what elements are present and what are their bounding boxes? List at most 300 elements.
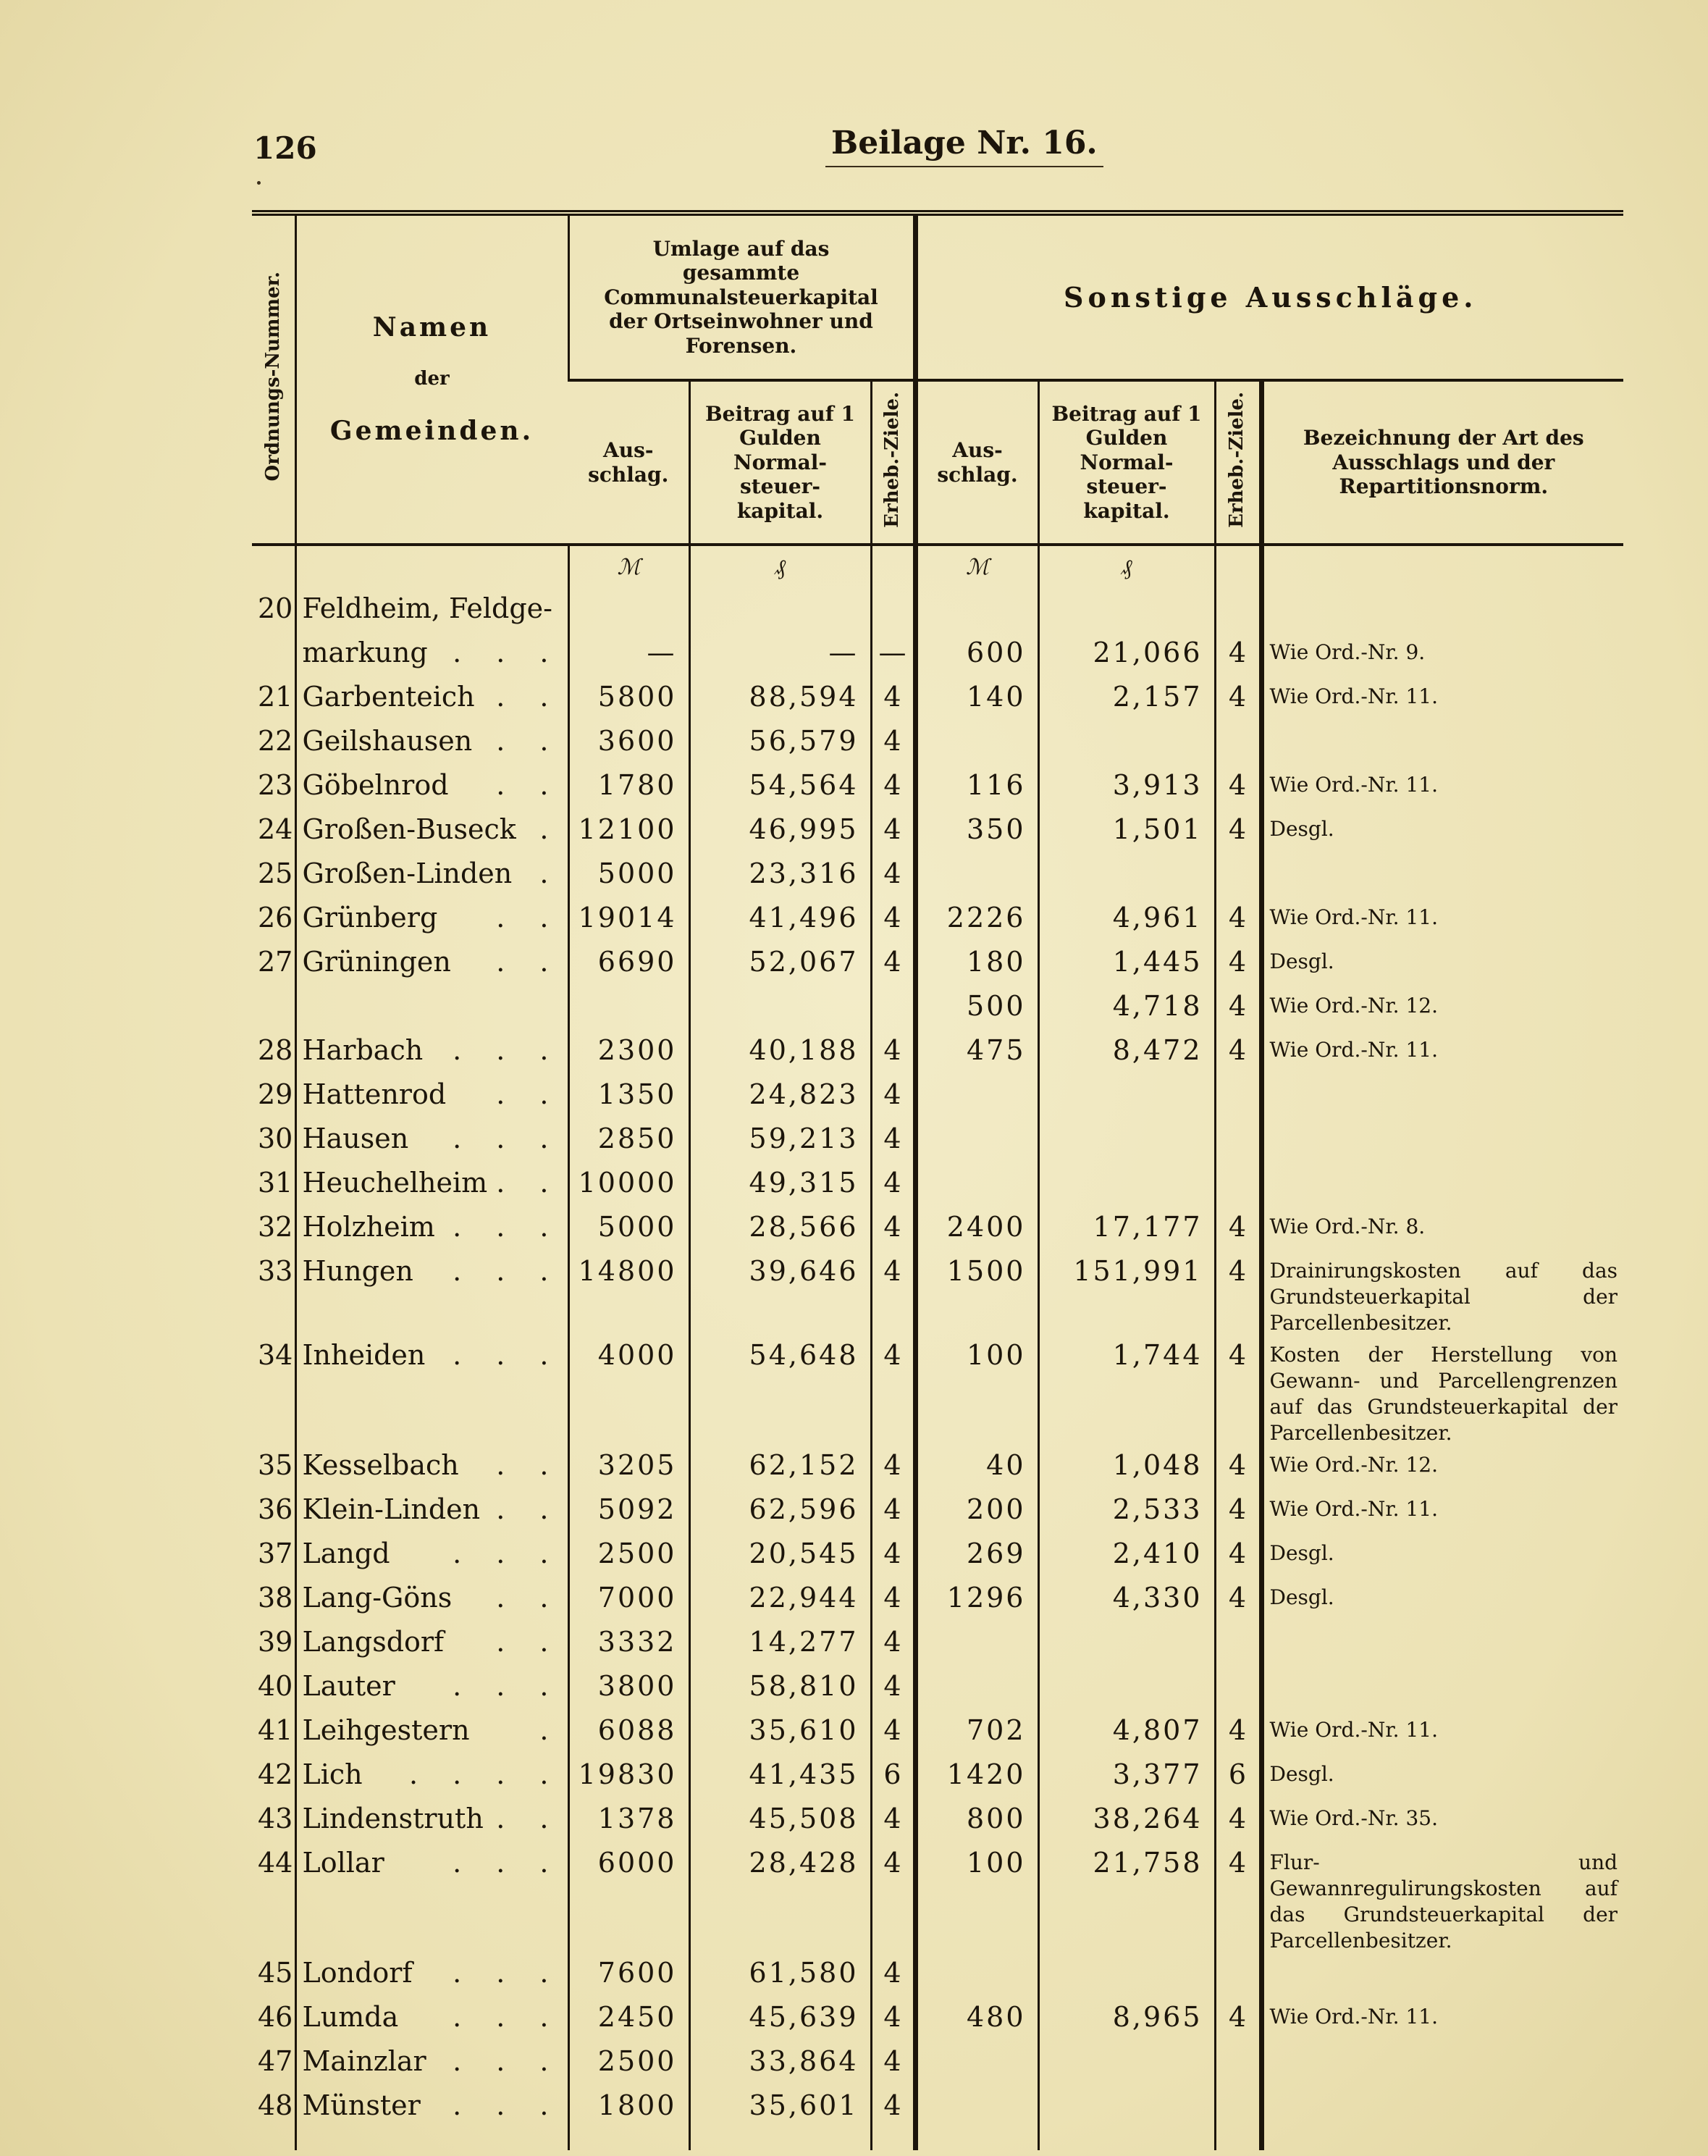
- ausschlag-2: 2226: [915, 899, 1038, 943]
- row-number: 23: [258, 769, 293, 801]
- bezeichnung: [1261, 1120, 1623, 1164]
- ausschlag-2: [915, 1164, 1038, 1208]
- bezeichnung: Wie Ord.-Nr. 8.: [1261, 1208, 1623, 1252]
- beitrag-2: 3,913: [1038, 766, 1215, 810]
- bezeichnung: Wie Ord.-Nr. 11.: [1261, 766, 1623, 810]
- ausschlag-1: 7600: [568, 1954, 689, 1998]
- ausschlag-2: 100: [915, 1844, 1038, 1954]
- leader-dots: . . .: [453, 1538, 562, 1569]
- table-row: [252, 810, 1623, 855]
- leader-dots: . . .: [453, 1957, 562, 1989]
- table-row: [252, 1954, 1623, 1998]
- row-number: [252, 987, 295, 1031]
- municipality-name: [295, 1954, 568, 1998]
- beitrag-1: 54,648: [689, 1336, 871, 1446]
- allocation-table: [252, 210, 1623, 2150]
- unit-mark: ℳ: [915, 545, 1038, 590]
- beitrag-1: 24,823: [689, 1075, 871, 1120]
- municipality-name: [295, 1844, 568, 1954]
- name-text: Hungen: [302, 1255, 413, 1287]
- ausschlag-2: [915, 1954, 1038, 1998]
- ausschlag-1: 10000: [568, 1164, 689, 1208]
- ausschlag-2: 702: [915, 1711, 1038, 1756]
- ausschlag-1: 1350: [568, 1075, 689, 1120]
- table-row: [252, 678, 1623, 722]
- row-number: 46: [258, 2001, 293, 2033]
- name-text: Grüningen: [302, 946, 451, 978]
- bezeichnung: Kosten der Herstellung von Gewann- und Parcellengrenzen auf das Grundsteuerkapital der Parcellenbesitzer.: [1261, 1336, 1623, 1446]
- bezeichnung: [1261, 1954, 1623, 1998]
- table-row: [252, 2042, 1623, 2086]
- name-text: Lich: [302, 1758, 363, 1790]
- ausschlag-1: 5092: [568, 1490, 689, 1535]
- ausschlag-2: 40: [915, 1446, 1038, 1490]
- ausschlag-1: 2500: [568, 2042, 689, 2086]
- ziele-1: 4: [871, 766, 915, 810]
- unit-pf: ₰: [1038, 545, 1215, 590]
- name-text: Großen-Linden: [302, 857, 513, 889]
- name-text: Hattenrod: [302, 1078, 447, 1110]
- name-text: Grünberg: [302, 902, 438, 934]
- ausschlag-1: 1800: [568, 2086, 689, 2150]
- ziele-1: 4: [871, 1031, 915, 1075]
- ink-dot: [257, 181, 261, 185]
- municipality-name: [295, 1252, 568, 1336]
- beitrag-1: 58,810: [689, 1667, 871, 1711]
- ausschlag-2: 1296: [915, 1579, 1038, 1623]
- ausschlag-1: 1378: [568, 1800, 689, 1844]
- ziele-1: 6: [871, 1756, 915, 1800]
- leader-dots: . . .: [453, 2045, 562, 2077]
- ausschlag-1: 2850: [568, 1120, 689, 1164]
- ausschlag-1: 3600: [568, 722, 689, 766]
- ziele-1: 4: [871, 722, 915, 766]
- name-text: Langsdorf: [302, 1626, 445, 1658]
- ziele-1: —: [871, 634, 915, 678]
- units-row: [252, 545, 1623, 590]
- bezeichnung: Desgl.: [1261, 1756, 1623, 1800]
- leader-dots: . .: [496, 1626, 562, 1658]
- leader-dots: .: [539, 1714, 562, 1746]
- ziele-1: 4: [871, 810, 915, 855]
- beitrag-2: 1,501: [1038, 810, 1215, 855]
- bezeichnung: Flur- und Gewannregulirungskosten auf das Grundsteuerkapital der Parcellenbesitzer.: [1261, 1844, 1623, 1954]
- ausschlag-1: —: [568, 634, 689, 678]
- beitrag-1: 40,188: [689, 1031, 871, 1075]
- ziele-1: 4: [871, 2042, 915, 2086]
- leader-dots: . . .: [453, 1211, 562, 1243]
- name-text: Heuchelheim: [302, 1167, 488, 1199]
- table-row: [252, 1667, 1623, 1711]
- ausschlag-1: 6690: [568, 943, 689, 987]
- name-text: Lindenstruth: [302, 1803, 484, 1834]
- name-text: Kesselbach: [302, 1449, 459, 1481]
- row-number: 45: [258, 1957, 293, 1989]
- bezeichnung: Wie Ord.-Nr. 35.: [1261, 1800, 1623, 1844]
- ausschlag-2: [915, 1667, 1038, 1711]
- ziele-2: 4: [1215, 1800, 1261, 1844]
- ausschlag-2: 1500: [915, 1252, 1038, 1336]
- table-row: [252, 1208, 1623, 1252]
- municipality-name: [295, 899, 568, 943]
- ziele-2: 4: [1215, 1336, 1261, 1446]
- ziele-2: 4: [1215, 1535, 1261, 1579]
- beitrag-2: [1038, 1164, 1215, 1208]
- ziele-2: [1215, 2086, 1261, 2150]
- ziele-1: 4: [871, 678, 915, 722]
- unit-mark: ℳ: [568, 545, 689, 590]
- ziele-2: 4: [1215, 678, 1261, 722]
- table-row: [252, 1490, 1623, 1535]
- municipality-name: [295, 1446, 568, 1490]
- table-row: [252, 987, 1623, 1031]
- municipality-name: [295, 2086, 568, 2150]
- beitrag-2: [1038, 1120, 1215, 1164]
- page-number: 126: [253, 130, 317, 166]
- leader-dots: . . .: [453, 2089, 562, 2121]
- row-number: 37: [258, 1538, 293, 1569]
- row-number: 21: [258, 681, 293, 713]
- bezeichnung: Wie Ord.-Nr. 11.: [1261, 1490, 1623, 1535]
- header-umlage: Umlage auf das gesammte Communalsteuerkapital der Ortseinwohner und Forensen.: [568, 213, 915, 380]
- ziele-1: 4: [871, 1579, 915, 1623]
- ausschlag-2: 480: [915, 1998, 1038, 2042]
- ausschlag-1: 19830: [568, 1756, 689, 1800]
- ziele-2: [1215, 1954, 1261, 1998]
- bezeichnung: [1261, 855, 1623, 899]
- bezeichnung: [1261, 1623, 1623, 1667]
- table-row: [252, 1252, 1623, 1336]
- name-text: Harbach: [302, 1034, 424, 1066]
- leader-dots: . .: [496, 1493, 562, 1525]
- leader-dots: . . .: [453, 637, 562, 668]
- ziele-2: 4: [1215, 987, 1261, 1031]
- row-number: 35: [258, 1449, 293, 1481]
- ziele-1: 4: [871, 855, 915, 899]
- row-number: 44: [258, 1847, 293, 1879]
- beitrag-2: 8,965: [1038, 1998, 1215, 2042]
- ziele-2: 4: [1215, 1998, 1261, 2042]
- ausschlag-1: 2450: [568, 1998, 689, 2042]
- municipality-name: [295, 943, 568, 987]
- leader-dots: . .: [496, 725, 562, 757]
- beitrag-2: [1038, 722, 1215, 766]
- ausschlag-2: 800: [915, 1800, 1038, 1844]
- municipality-name: [295, 678, 568, 722]
- leader-dots: . .: [496, 1078, 562, 1110]
- header-ziele-1: Erheb.-Ziele.: [871, 380, 915, 545]
- table-row: [252, 766, 1623, 810]
- municipality-name: [295, 1800, 568, 1844]
- ausschlag-2: 2400: [915, 1208, 1038, 1252]
- ausschlag-1: [568, 590, 689, 634]
- row-number: 41: [258, 1714, 293, 1746]
- municipality-name: [295, 855, 568, 899]
- ausschlag-1: 5800: [568, 678, 689, 722]
- leader-dots: . . .: [453, 1123, 562, 1154]
- ziele-2: 4: [1215, 1446, 1261, 1490]
- name-text: Holzheim: [302, 1211, 435, 1243]
- municipality-name: [295, 1031, 568, 1075]
- ziele-1: 4: [871, 1446, 915, 1490]
- municipality-name: [295, 2042, 568, 2086]
- beitrag-2: [1038, 1623, 1215, 1667]
- ziele-1: 4: [871, 1208, 915, 1252]
- beitrag-1: 35,601: [689, 2086, 871, 2150]
- ziele-2: [1215, 855, 1261, 899]
- ziele-2: 4: [1215, 943, 1261, 987]
- ausschlag-2: 200: [915, 1490, 1038, 1535]
- municipality-name: [295, 1623, 568, 1667]
- municipality-name: [295, 987, 568, 1031]
- beitrag-1: 49,315: [689, 1164, 871, 1208]
- name-text: Hausen: [302, 1123, 409, 1154]
- beitrag-2: 8,472: [1038, 1031, 1215, 1075]
- leader-dots: . .: [496, 946, 562, 978]
- beitrag-2: 21,066: [1038, 634, 1215, 678]
- row-number: 29: [258, 1078, 293, 1110]
- ausschlag-1: 2300: [568, 1031, 689, 1075]
- ausschlag-1: 19014: [568, 899, 689, 943]
- bezeichnung: Wie Ord.-Nr. 9.: [1261, 634, 1623, 678]
- ziele-1: 4: [871, 943, 915, 987]
- running-title: Beilage Nr. 16.: [825, 125, 1103, 167]
- ziele-1: 4: [871, 1800, 915, 1844]
- leader-dots: . .: [496, 1449, 562, 1481]
- beitrag-2: [1038, 2086, 1215, 2150]
- ausschlag-1: 4000: [568, 1336, 689, 1446]
- ziele-2: 4: [1215, 1208, 1261, 1252]
- beitrag-1: 45,639: [689, 1998, 871, 2042]
- name-text: Lumda: [302, 2001, 399, 2033]
- ziele-2: 4: [1215, 810, 1261, 855]
- header-ord-nr: Ordnungs-Nummer.: [252, 213, 295, 545]
- leader-dots: . . . .: [408, 1758, 562, 1790]
- municipality-name: [295, 1075, 568, 1120]
- name-text: Feldheim, Feldge-: [302, 592, 552, 624]
- ausschlag-2: 600: [915, 634, 1038, 678]
- municipality-name: [295, 1579, 568, 1623]
- table-row: [252, 1164, 1623, 1208]
- ausschlag-2: 475: [915, 1031, 1038, 1075]
- bezeichnung: Desgl.: [1261, 1535, 1623, 1579]
- ziele-1: 4: [871, 1252, 915, 1336]
- beitrag-1: —: [689, 634, 871, 678]
- ziele-2: [1215, 1667, 1261, 1711]
- leader-dots: . . .: [453, 1255, 562, 1287]
- bezeichnung: Wie Ord.-Nr. 12.: [1261, 987, 1623, 1031]
- name-text: Lauter: [302, 1670, 395, 1702]
- beitrag-2: 2,157: [1038, 678, 1215, 722]
- ziele-1: 4: [871, 1667, 915, 1711]
- ausschlag-1: 3332: [568, 1623, 689, 1667]
- beitrag-1: 54,564: [689, 766, 871, 810]
- municipality-name: [295, 1667, 568, 1711]
- table-row: [252, 943, 1623, 987]
- leader-dots: .: [539, 857, 562, 889]
- ziele-2: 4: [1215, 634, 1261, 678]
- beitrag-2: 1,445: [1038, 943, 1215, 987]
- bezeichnung: Wie Ord.-Nr. 11.: [1261, 678, 1623, 722]
- beitrag-2: 3,377: [1038, 1756, 1215, 1800]
- ausschlag-2: 350: [915, 810, 1038, 855]
- table-row: [252, 1579, 1623, 1623]
- table-row: [252, 634, 1623, 678]
- row-number: 26: [258, 902, 293, 934]
- ziele-1: 4: [871, 1490, 915, 1535]
- table-row: [252, 1120, 1623, 1164]
- header-bezeichnung: Bezeichnung der Art des Ausschlags und der Repartitionsnorm.: [1261, 380, 1623, 545]
- ziele-2: [1215, 722, 1261, 766]
- ausschlag-2: 140: [915, 678, 1038, 722]
- row-number: 33: [258, 1255, 293, 1287]
- row-number: 22: [258, 725, 293, 757]
- row-number: 32: [258, 1211, 293, 1243]
- ausschlag-1: 1780: [568, 766, 689, 810]
- row-number: 30: [258, 1123, 293, 1154]
- bezeichnung: Drainirungskosten auf das Grundsteuerkapital der Parcellenbesitzer.: [1261, 1252, 1623, 1336]
- ziele-2: [1215, 590, 1261, 634]
- ziele-2: [1215, 2042, 1261, 2086]
- beitrag-2: [1038, 1667, 1215, 1711]
- row-number: 38: [258, 1582, 293, 1614]
- ausschlag-1: 7000: [568, 1579, 689, 1623]
- beitrag-2: 4,330: [1038, 1579, 1215, 1623]
- row-number: 27: [258, 946, 293, 978]
- beitrag-1: [689, 987, 871, 1031]
- row-number: 43: [258, 1803, 293, 1834]
- leader-dots: . .: [496, 1803, 562, 1834]
- table-row: [252, 1075, 1623, 1120]
- ziele-1: 4: [871, 1535, 915, 1579]
- beitrag-1: [689, 590, 871, 634]
- municipality-name: [295, 590, 568, 634]
- ziele-1: 4: [871, 1164, 915, 1208]
- ausschlag-2: 116: [915, 766, 1038, 810]
- ausschlag-2: [915, 1075, 1038, 1120]
- beitrag-1: 14,277: [689, 1623, 871, 1667]
- ausschlag-2: 500: [915, 987, 1038, 1031]
- municipality-name: [295, 1208, 568, 1252]
- table-row: [252, 2086, 1623, 2150]
- bezeichnung: Wie Ord.-Nr. 12.: [1261, 1446, 1623, 1490]
- ziele-1: 4: [871, 2086, 915, 2150]
- beitrag-1: 62,152: [689, 1446, 871, 1490]
- municipality-name: [295, 722, 568, 766]
- ausschlag-1: 5000: [568, 1208, 689, 1252]
- leader-dots: . . .: [453, 1034, 562, 1066]
- table-row: [252, 722, 1623, 766]
- municipality-name: [295, 1164, 568, 1208]
- ausschlag-2: 180: [915, 943, 1038, 987]
- name-text: Münster: [302, 2089, 421, 2121]
- municipality-name: [295, 766, 568, 810]
- name-text: Göbelnrod: [302, 769, 449, 801]
- beitrag-1: 59,213: [689, 1120, 871, 1164]
- beitrag-1: 46,995: [689, 810, 871, 855]
- municipality-name: [295, 1535, 568, 1579]
- table-row: [252, 1844, 1623, 1954]
- table-row: [252, 1031, 1623, 1075]
- ziele-2: 4: [1215, 899, 1261, 943]
- table-row: [252, 1535, 1623, 1579]
- header-ausschlag-1: Aus- schlag.: [568, 380, 689, 545]
- ziele-2: 4: [1215, 1490, 1261, 1535]
- ziele-1: 4: [871, 1336, 915, 1446]
- bezeichnung: Wie Ord.-Nr. 11.: [1261, 1711, 1623, 1756]
- beitrag-2: 17,177: [1038, 1208, 1215, 1252]
- ziele-2: 4: [1215, 1844, 1261, 1954]
- row-number: 31: [258, 1167, 293, 1199]
- bezeichnung: [1261, 1075, 1623, 1120]
- beitrag-2: 1,744: [1038, 1336, 1215, 1446]
- ausschlag-2: [915, 2086, 1038, 2150]
- beitrag-1: 45,508: [689, 1800, 871, 1844]
- municipality-name: [295, 634, 568, 678]
- ziele-2: [1215, 1164, 1261, 1208]
- name-text: Lollar: [302, 1847, 384, 1879]
- table-row: [252, 1336, 1623, 1446]
- municipality-name: [295, 1120, 568, 1164]
- beitrag-2: 4,807: [1038, 1711, 1215, 1756]
- ziele-1: 4: [871, 1998, 915, 2042]
- ausschlag-1: 3205: [568, 1446, 689, 1490]
- beitrag-1: 62,596: [689, 1490, 871, 1535]
- header-ziele-2: Erheb.-Ziele.: [1215, 380, 1261, 545]
- leader-dots: . . .: [453, 1339, 562, 1371]
- bezeichnung: [1261, 2086, 1623, 2150]
- row-number: [252, 634, 295, 678]
- beitrag-2: [1038, 855, 1215, 899]
- table-row: [252, 590, 1623, 634]
- beitrag-1: 52,067: [689, 943, 871, 987]
- name-text: Garbenteich: [302, 681, 475, 713]
- row-number: 34: [258, 1339, 293, 1371]
- table-row: [252, 1623, 1623, 1667]
- municipality-name: [295, 1756, 568, 1800]
- table-row: [252, 899, 1623, 943]
- row-number: 40: [258, 1670, 293, 1702]
- table-row: [252, 855, 1623, 899]
- ausschlag-2: 1420: [915, 1756, 1038, 1800]
- ziele-2: [1215, 1623, 1261, 1667]
- municipality-name: [295, 1998, 568, 2042]
- leader-dots: . .: [496, 681, 562, 713]
- municipality-name: [295, 1336, 568, 1446]
- ziele-1: 4: [871, 1844, 915, 1954]
- bezeichnung: [1261, 2042, 1623, 2086]
- ausschlag-1: 3800: [568, 1667, 689, 1711]
- ausschlag-1: [568, 987, 689, 1031]
- header-ausschlag-2: Aus- schlag.: [915, 380, 1038, 545]
- row-number: 24: [258, 813, 293, 845]
- beitrag-1: 41,496: [689, 899, 871, 943]
- ausschlag-2: [915, 1623, 1038, 1667]
- ausschlag-1: 6000: [568, 1844, 689, 1954]
- beitrag-1: 23,316: [689, 855, 871, 899]
- ziele-2: 4: [1215, 766, 1261, 810]
- leader-dots: . . .: [453, 1847, 562, 1879]
- ziele-1: 4: [871, 1623, 915, 1667]
- beitrag-2: 2,410: [1038, 1535, 1215, 1579]
- name-text: Inheiden: [302, 1339, 426, 1371]
- row-number: 48: [258, 2089, 293, 2121]
- ziele-1: 4: [871, 1954, 915, 1998]
- beitrag-2: [1038, 1075, 1215, 1120]
- ausschlag-1: 5000: [568, 855, 689, 899]
- beitrag-2: [1038, 1954, 1215, 1998]
- unit-pf: ₰: [689, 545, 871, 590]
